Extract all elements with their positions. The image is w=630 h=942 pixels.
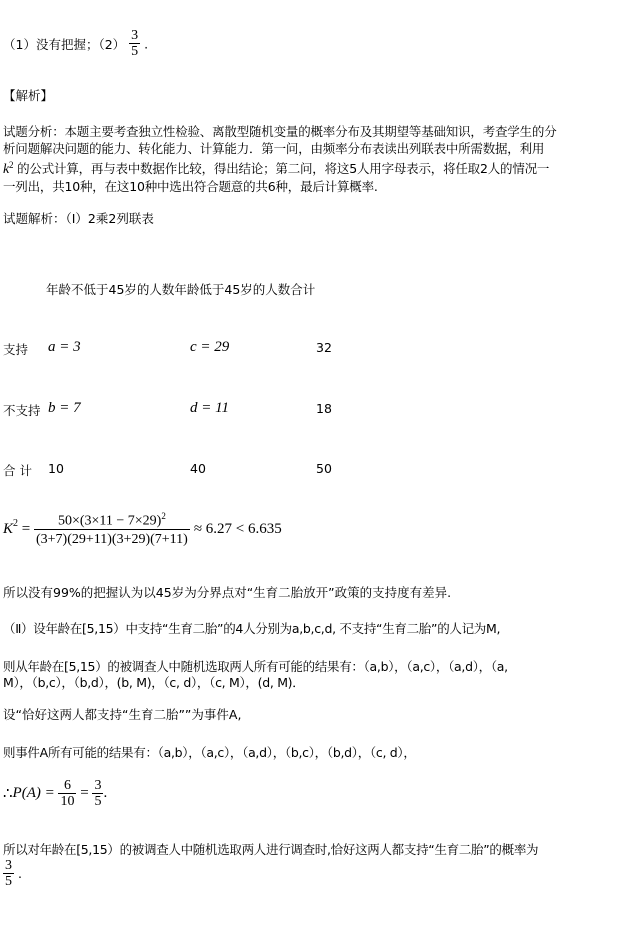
- probability-fraction-1: [58, 778, 76, 810]
- k2-formula: [3, 512, 282, 547]
- k2-numerator-sup: 2: [161, 511, 166, 521]
- table-cell-total: 18: [316, 401, 332, 416]
- table-cell-d: d = 11: [190, 400, 230, 416]
- answer-numerator: 3: [131, 28, 139, 43]
- solution-intro: 试题解析：（Ⅰ）2乘2列联表: [3, 211, 154, 226]
- analysis-line-4: 一列出，共10种，在这10种中选出符合题意的共6种，最后计算概率.: [3, 179, 378, 195]
- table-cell-total-a: 10: [48, 461, 64, 476]
- analysis-line-1: 试题分析：本题主要考查独立性检验、离散型随机变量的概率分布及其期望等基础知识，考查学生的分: [3, 124, 557, 139]
- table-cell-b: b = 7: [48, 400, 81, 416]
- k2-symbol: k: [3, 162, 10, 178]
- final-denominator: 5: [5, 874, 12, 890]
- probability-formula: [3, 778, 107, 810]
- section-title: 【解析】: [3, 88, 54, 103]
- k2-numerator: [56, 512, 168, 529]
- probability-den-1: 10: [60, 794, 75, 810]
- k2-lhs-sup: 2: [13, 518, 19, 529]
- probability-fraction-2: [92, 778, 103, 810]
- table-header: 年龄不低于45岁的人数年龄低于45岁的人数合计: [46, 282, 316, 297]
- part2-line-3: 设“恰好这两人都支持“生育二胎””为事件A,: [3, 707, 242, 722]
- k2-fraction: [34, 512, 190, 547]
- analysis-line-3-text: 的公式计算，再与表中数据作比较，得出结论；第二问，将这5人用字母表示，将任取2人的情况一: [17, 161, 550, 177]
- therefore-symbol: ∴: [3, 786, 13, 803]
- table-cell-a: a = 3: [48, 339, 81, 355]
- probability-equals: =: [76, 785, 93, 802]
- part2-line-4: 则事件A所有可能的结果有：（a,b），（a,c），（a,d），（b,c），（b,d），（c, d），: [3, 745, 416, 760]
- k2-numerator-text: 50×(3×11 − 7×29): [57, 513, 162, 529]
- part2-line-2b: M），（b,c），（b,d），(b, M)，（c, d），（c, M），(d, M)．: [3, 675, 305, 690]
- analysis-line-2: 析问题解决问题的能力、转化能力、计算能力．第一问，由频率分布表读出列联表中所需数据，利用: [3, 141, 545, 156]
- part2-line-2a: 则从年龄在[5,15）的被调查人中随机选取两人所有可能的结果有：（a,b），（a,c），（a,d），（a,: [3, 659, 508, 674]
- answer-part1: （1）没有把握；（2）: [3, 36, 126, 52]
- probability-label: P(A) =: [12, 785, 59, 802]
- analysis-paragraph: [3, 123, 628, 195]
- table-row-label: 支持: [3, 342, 29, 357]
- table-row-label: 合 计: [3, 463, 32, 478]
- answer-denominator: 5: [131, 44, 139, 60]
- table-cell-grand-total: 50: [316, 461, 332, 476]
- k2-denominator: (3+7)(29+11)(3+29)(7+11): [34, 529, 190, 547]
- answer-line: [3, 28, 148, 60]
- analysis-line-3: [3, 157, 628, 178]
- conclusion-1: 所以没有99%的把握认为以45岁为分界点对“生育二胎放开”政策的支持度有差异.: [3, 585, 452, 600]
- final-answer: [3, 858, 22, 890]
- k2-lhs: K: [3, 521, 14, 538]
- table-cell-total: 32: [316, 340, 332, 355]
- k2-result: ≈ 6.27 < 6.635: [193, 521, 282, 538]
- probability-num-1: 6: [63, 778, 71, 793]
- probability-den-2: 5: [94, 794, 102, 810]
- final-numerator: 3: [5, 858, 12, 873]
- part2-line-1: （Ⅱ）设年龄在[5,15）中支持“生育二胎”的4人分别为a,b,c,d, 不支持“生育二胎”的人记为M,: [3, 621, 501, 636]
- answer-fraction: [129, 28, 140, 60]
- answer-suffix: .: [144, 36, 149, 52]
- probability-end: .: [103, 785, 108, 802]
- table-cell-total-c: 40: [190, 461, 206, 476]
- final-conclusion: 所以对年龄在[5,15）的被调查人中随机选取两人进行调查时,恰好这两人都支持“生育二胎”的概率为: [3, 842, 539, 857]
- k2-superscript: 2: [9, 160, 14, 170]
- table-cell-c: c = 29: [190, 339, 230, 355]
- final-fraction: [3, 858, 14, 890]
- probability-num-2: 3: [94, 778, 102, 793]
- final-end: .: [18, 866, 22, 882]
- k2-equals: =: [18, 521, 34, 538]
- table-row-label: 不支持: [3, 403, 41, 418]
